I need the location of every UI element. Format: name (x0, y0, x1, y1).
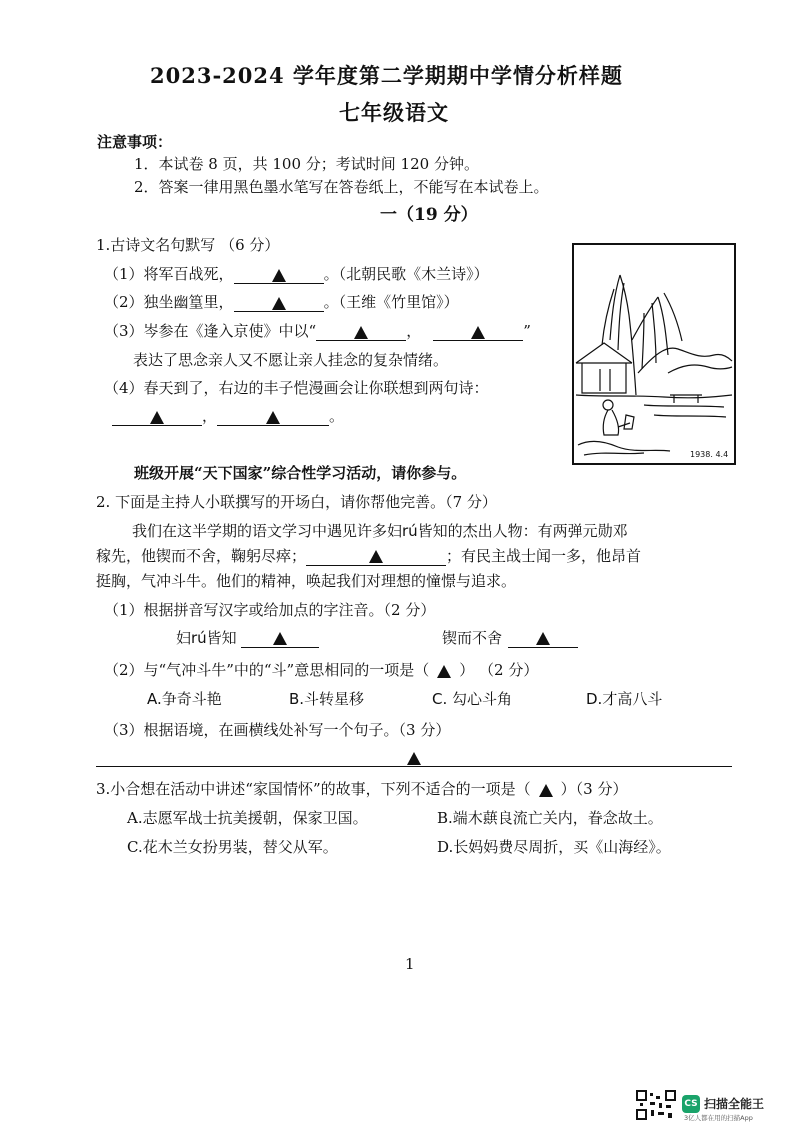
q1-item-4-text: 春天到了，右边的丰子恺漫画会让你联想到两句诗： (143, 379, 489, 397)
willow-cottage-sketch-icon (574, 245, 734, 463)
q2-option-c: C. 勾心斗角 (432, 690, 513, 708)
q2-option-b: B.斗转星移 (289, 690, 365, 708)
q1-item-3-num: （3） (104, 322, 144, 340)
answer-triangle-icon (471, 326, 485, 339)
activity-intro: 班级开展“天下国家”综合性学习活动，请你参与。 (134, 464, 467, 482)
answer-blank[interactable] (316, 322, 406, 341)
q2-sub2 (104, 659, 538, 680)
answer-triangle-icon (150, 411, 164, 424)
brand-tagline: 3亿人都在用的扫描App (684, 1114, 753, 1122)
q2-sub2-end: ） （2 分） (459, 661, 539, 679)
q2-para-line1: 我们在这半学期的语文学习中遇见许多妇rú皆知的杰出人物：有两弹元勋邓 (132, 522, 628, 540)
camscanner-logo-icon: CS (682, 1095, 700, 1113)
answer-triangle-icon (272, 297, 286, 310)
q2-word1-row (176, 627, 319, 648)
q3-option-b: B.端木蕻良流亡关内，眷念故土。 (437, 809, 663, 827)
q2-stem: 2. 下面是主持人小联撰写的开场白，请你帮他完善。（7 分） (96, 493, 497, 511)
q2-sub2-text: （2）与“气冲斗牛”中的“斗”意思相同的一项是（ (104, 661, 430, 679)
q1-item-4-answers (112, 405, 344, 426)
q1-item-2-before: 独坐幽篁里， (143, 293, 234, 311)
answer-blank[interactable] (234, 265, 324, 284)
q3-option-a: A.志愿军战士抗美援朝，保家卫国。 (127, 809, 368, 827)
q2-option-a: A.争奇斗艳 (147, 690, 222, 708)
exam-title: 2023-2024 学年度第二学期期中学情分析样题 (150, 63, 623, 88)
illustration (572, 243, 736, 465)
qr-code-icon (636, 1090, 676, 1120)
q2-word2-row (442, 627, 578, 648)
answer-triangle-icon[interactable] (539, 784, 553, 797)
notice-item-1: 1．本试卷 8 页，共 100 分；考试时间 120 分钟。 (134, 155, 479, 173)
page-number: 1 (405, 955, 415, 973)
q1-item-3-cont: 表达了思念亲人又不愿让亲人挂念的复杂情绪。 (133, 351, 449, 369)
answer-triangle-icon (536, 632, 550, 645)
q2-para-line3: 挺胸，气冲斗牛。他们的精神，唤起我们对理想的憧憬与追求。 (96, 572, 517, 590)
answer-blank[interactable] (508, 629, 578, 648)
q1-item-4-num: （4） (104, 379, 144, 397)
q1-item-4-mid: ， (202, 407, 218, 425)
exam-subtitle: 七年级语文 (339, 100, 449, 125)
q1-item-4-end: 。 (329, 407, 345, 425)
answer-triangle-icon (369, 550, 383, 563)
q1-item-2 (104, 291, 459, 312)
q1-item-1 (104, 263, 489, 284)
q2-sub3: （3）根据语境，在画横线处补写一个句子。（3 分） (104, 721, 451, 739)
notice-item-2: 2．答案一律用黑色墨水笔写在答卷纸上，不能写在本试卷上。 (134, 178, 549, 196)
q3-stem-end: ）（3 分） (560, 780, 628, 798)
answer-blank[interactable] (217, 407, 329, 426)
answer-blank[interactable] (234, 293, 324, 312)
q1-stem: 1.古诗文名句默写 （6 分） (96, 236, 280, 254)
q2-para-line2 (96, 545, 641, 566)
answer-blank[interactable] (241, 629, 319, 648)
q1-item-3-after: ” (523, 322, 531, 340)
q2-word1: 妇rú皆知 (176, 629, 237, 647)
q2-para-line2-a: 稼先，他锲而不舍，鞠躬尽瘁； (96, 547, 307, 565)
q1-item-3-before: 岑参在《逢入京使》中以“ (143, 322, 317, 340)
q1-item-1-after: 。（北朝民歌《木兰诗》） (323, 265, 489, 283)
answer-triangle-icon (266, 411, 280, 424)
q2-para-line2-b: ；有民主战士闻一多，他昂首 (446, 547, 642, 565)
q1-item-3-middle: ， (406, 322, 422, 340)
q3-option-d: D.长妈妈费尽周折，买《山海经》。 (437, 838, 671, 856)
notice-heading: 注意事项： (97, 133, 173, 151)
illustration-date: 1938. 4.4 (690, 450, 729, 459)
q1-item-1-num: （1） (104, 265, 144, 283)
q3-stem (96, 778, 627, 799)
q2-sub1: （1）根据拼音写汉字或给加点的字注音。（2 分） (104, 601, 436, 619)
q1-item-2-after: 。（王维《竹里馆》） (323, 293, 459, 311)
answer-triangle-icon (354, 326, 368, 339)
answer-blank[interactable] (112, 407, 202, 426)
q2-word2: 锲而不舍 (442, 629, 503, 647)
brand-name: 扫描全能王 (704, 1097, 765, 1111)
q1-item-2-num: （2） (104, 293, 144, 311)
q3-option-c: C.花木兰女扮男装，替父从军。 (127, 838, 338, 856)
answer-blank[interactable] (306, 547, 446, 566)
answer-triangle-icon (272, 269, 286, 282)
q1-item-1-before: 将军百战死， (143, 265, 234, 283)
q2-option-d: D.才高八斗 (586, 690, 663, 708)
q3-stem-text: 3.小合想在活动中讲述“家国情怀”的故事，下列不适合的一项是（ (96, 780, 531, 798)
answer-triangle-icon (407, 752, 421, 765)
q1-item-3 (104, 320, 531, 341)
answer-triangle-icon[interactable] (437, 665, 451, 678)
q1-item-4 (104, 377, 489, 398)
section-heading: 一（19 分） (380, 205, 478, 225)
answer-triangle-icon (273, 632, 287, 645)
answer-line[interactable] (96, 748, 732, 767)
answer-blank[interactable] (433, 322, 523, 341)
